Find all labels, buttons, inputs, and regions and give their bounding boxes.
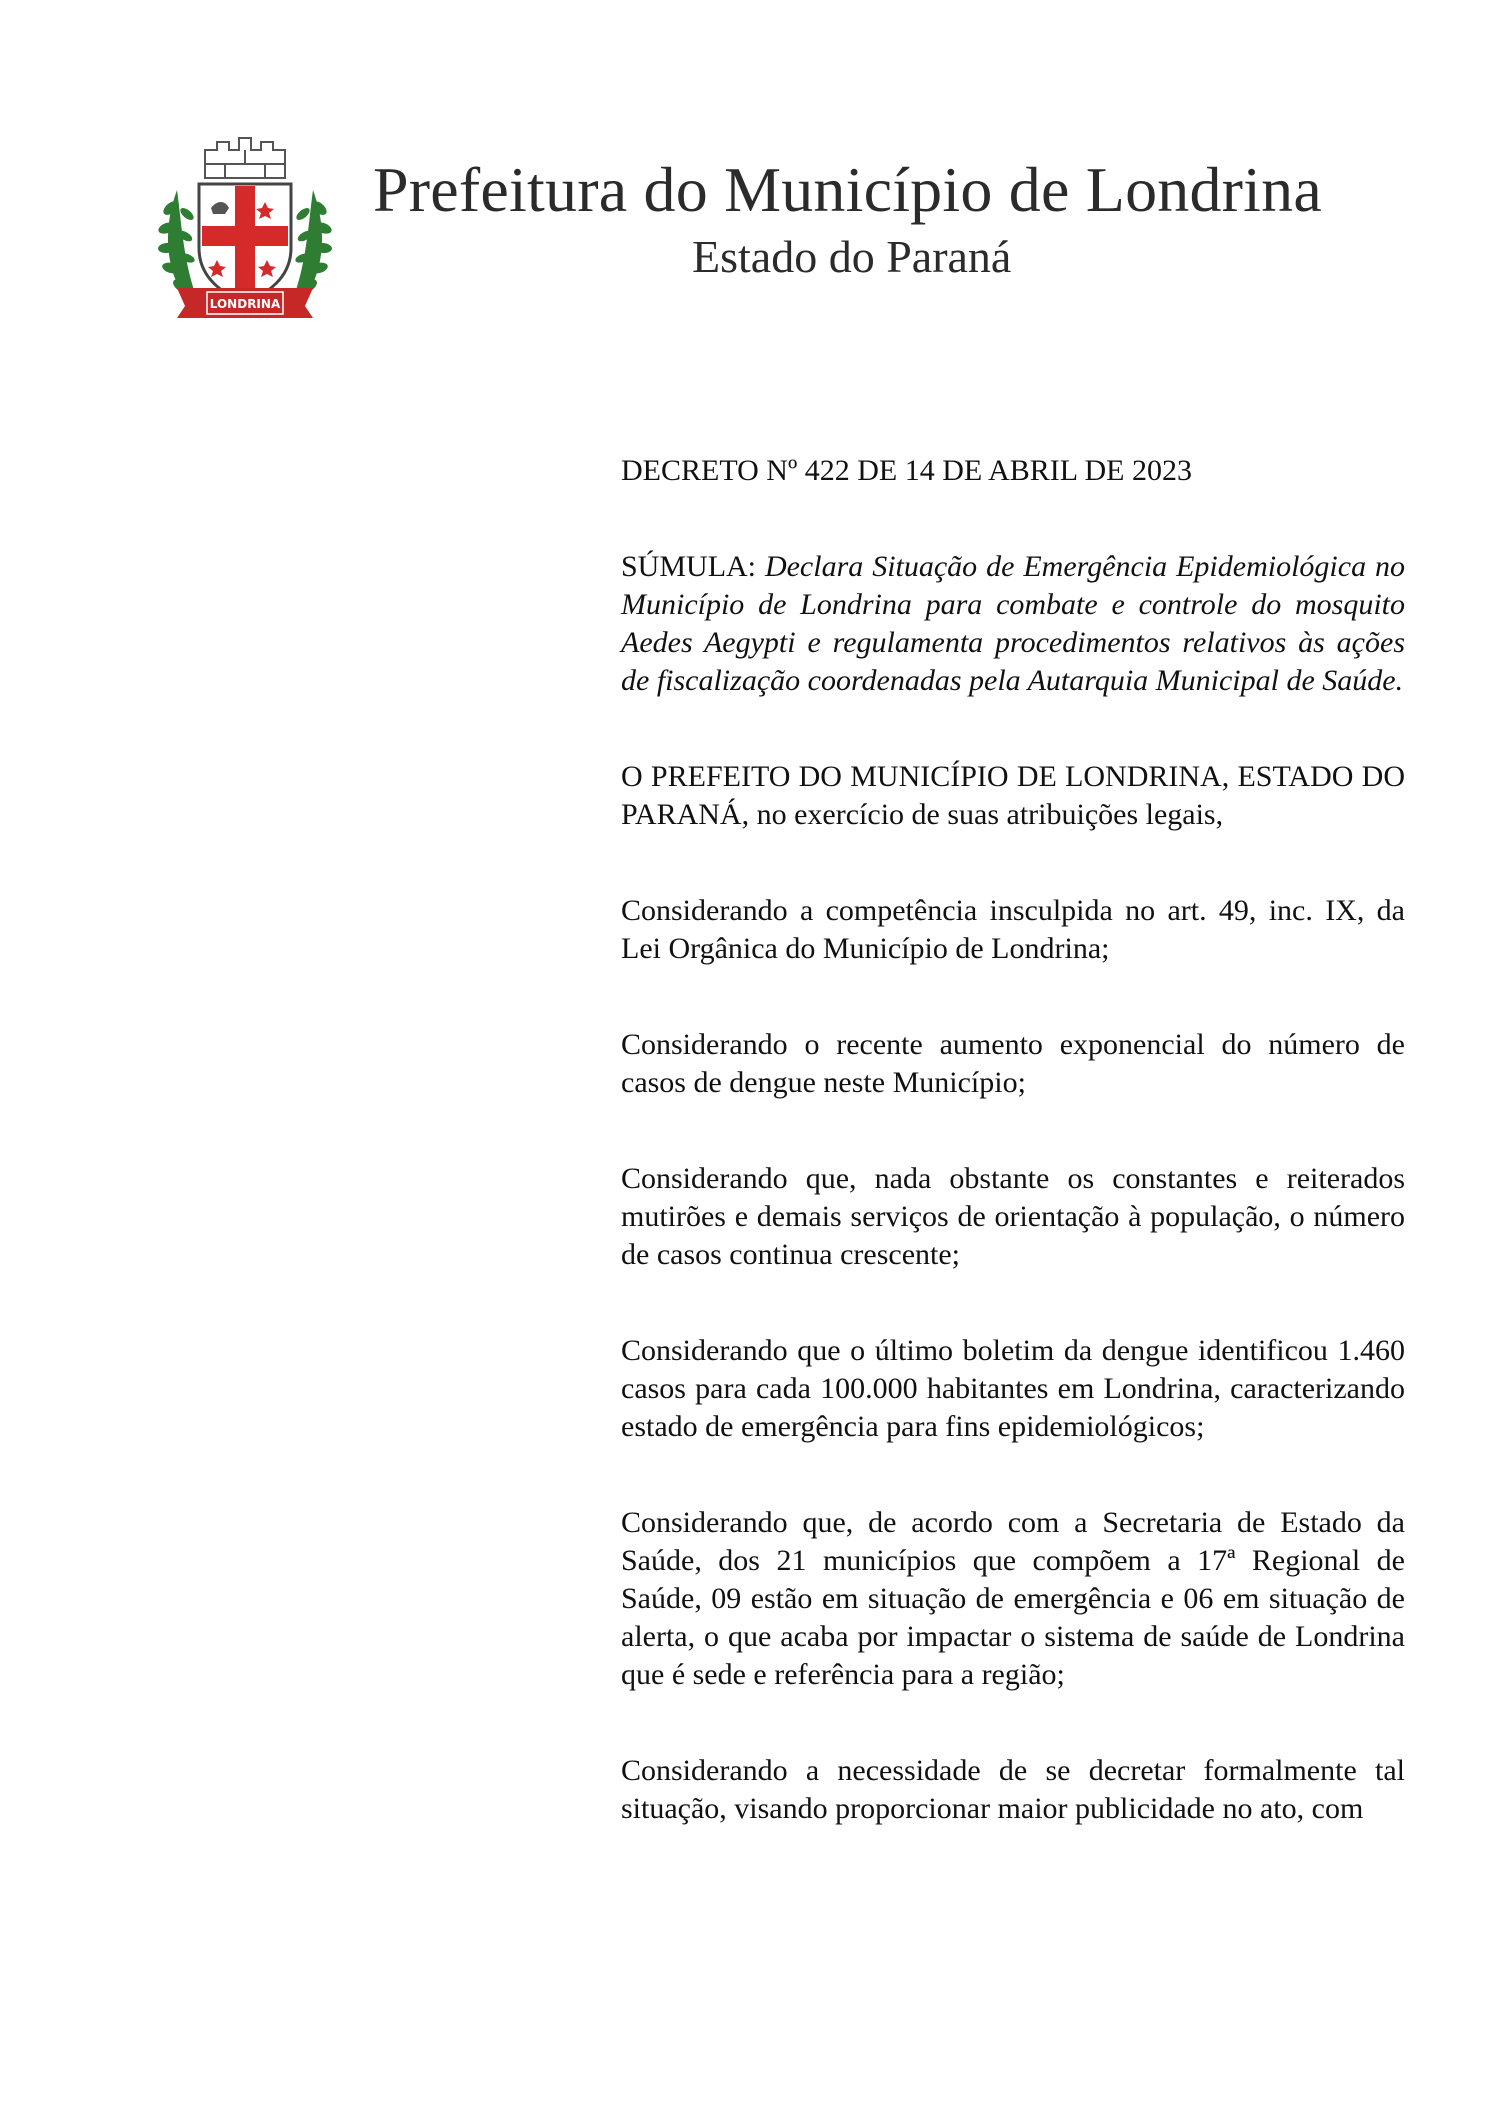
sumula-text: Declara Situação de Emergência Epidemiológica no Município de Londrina para combate e controle do mosquito Aedes Aegypti e regulamenta procedimentos relativos às ações de fiscalização coordenadas pela Autarquia Municipal de Saúde. <box>621 550 1406 697</box>
coat-of-arms-icon <box>155 128 335 320</box>
letterhead <box>155 128 1395 328</box>
municipality-title: Prefeitura do Município de Londrina <box>373 154 1322 225</box>
consideration-paragraph: Considerando que o último boletim da dengue identificou 1.460 casos para cada 100.000 habitantes em Londrina, caracterizando estado de emergência para fins epidemiológicos; <box>621 1334 1405 1443</box>
preamble-paragraph: O PREFEITO DO MUNICÍPIO DE LONDRINA, ESTADO DO PARANÁ, no exercício de suas atribuições legais, <box>621 760 1405 831</box>
consideration-paragraph: Considerando o recente aumento exponencial do número de casos de dengue neste Município; <box>621 1028 1405 1099</box>
sumula-paragraph <box>621 548 1405 700</box>
consideration-paragraph: Considerando a competência insculpida no art. 49, inc. IX, da Lei Orgânica do Município de Londrina; <box>621 894 1405 965</box>
sumula-label: SÚMULA: <box>621 550 757 583</box>
svg-text:LONDRINA: LONDRINA <box>209 297 281 311</box>
consideration-paragraph: Considerando a necessidade de se decretar formalmente tal situação, visando proporcionar maior publicidade no ato, com <box>621 1754 1405 1825</box>
decree-title: DECRETO Nº 422 DE 14 DE ABRIL DE 2023 <box>621 454 1192 487</box>
consideration-paragraph: Considerando que, de acordo com a Secretaria de Estado da Saúde, dos 21 municípios que compõem a 17ª Regional de Saúde, 09 estão em situação de emergência e 06 em situação de alerta, o que acaba por impactar o sistema de saúde de Londrina que é sede e referência para a região; <box>621 1506 1405 1691</box>
decree-body <box>621 452 1405 1886</box>
state-subtitle: Estado do Paraná <box>692 231 1012 282</box>
consideration-paragraph: Considerando que, nada obstante os constantes e reiterados mutirões e demais serviços de orientação à população, o número de casos continua crescente; <box>621 1162 1405 1271</box>
